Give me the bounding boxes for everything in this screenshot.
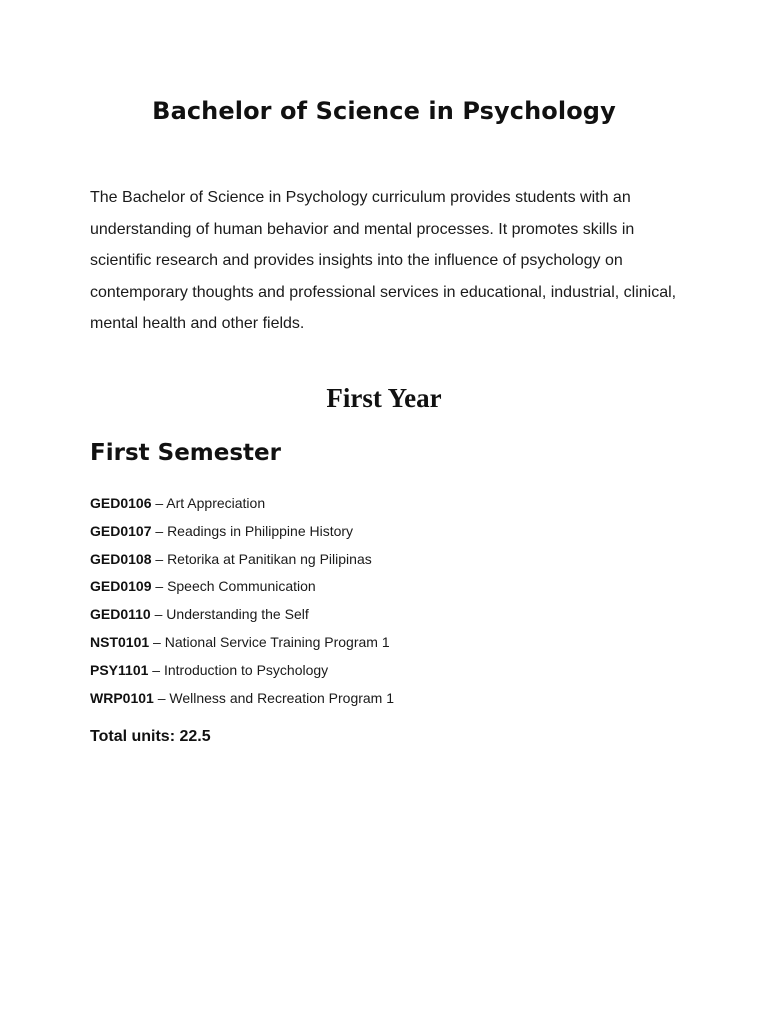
course-separator: –	[150, 606, 167, 623]
course-separator: –	[149, 633, 165, 650]
course-separator: –	[151, 578, 168, 595]
course-title: Art Appreciation	[166, 495, 266, 511]
course-separator: –	[151, 522, 168, 539]
course-separator: –	[151, 550, 168, 567]
course-item	[90, 573, 394, 601]
course-item	[90, 685, 394, 713]
course-item	[90, 601, 394, 629]
course-code: GED0109	[90, 578, 152, 595]
course-code: GED0107	[90, 522, 152, 539]
course-code: GED0106	[90, 495, 152, 511]
course-separator: –	[151, 495, 167, 511]
intro-paragraph: The Bachelor of Science in Psychology curriculum provides students with an understanding of human behavior and mental processes. It promotes skills in scientific research and provides insights into the influence of psychology on contemporary thoughts and professional services in educational, industrial, clinical, mental health and other fields.	[90, 189, 677, 333]
course-list	[90, 490, 394, 712]
course-title: National Service Training Program 1	[164, 633, 390, 650]
course-title: Introduction to Psychology	[163, 661, 329, 678]
course-title: Retorika at Panitikan ng Pilipinas	[167, 550, 372, 567]
course-item	[90, 657, 394, 685]
page-title: Bachelor of Science in Psychology	[152, 97, 616, 125]
course-title: Readings in Philippine History	[167, 522, 354, 539]
course-separator: –	[148, 661, 164, 678]
course-item	[90, 490, 394, 518]
course-code: GED0110	[90, 606, 151, 623]
course-item	[90, 546, 394, 574]
course-title: Understanding the Self	[166, 606, 309, 623]
course-code: WRP0101	[90, 689, 154, 706]
course-code: GED0108	[90, 550, 152, 567]
course-title: Speech Communication	[167, 578, 316, 595]
year-heading: First Year	[326, 383, 442, 413]
course-item	[90, 629, 394, 657]
course-code: PSY1101	[90, 661, 149, 678]
course-title: Wellness and Recreation Program 1	[169, 689, 395, 706]
course-separator: –	[153, 689, 170, 706]
course-item	[90, 518, 394, 546]
total-units: Total units: 22.5	[90, 728, 211, 745]
course-code: NST0101	[90, 633, 150, 650]
semester-heading: First Semester	[90, 440, 281, 466]
